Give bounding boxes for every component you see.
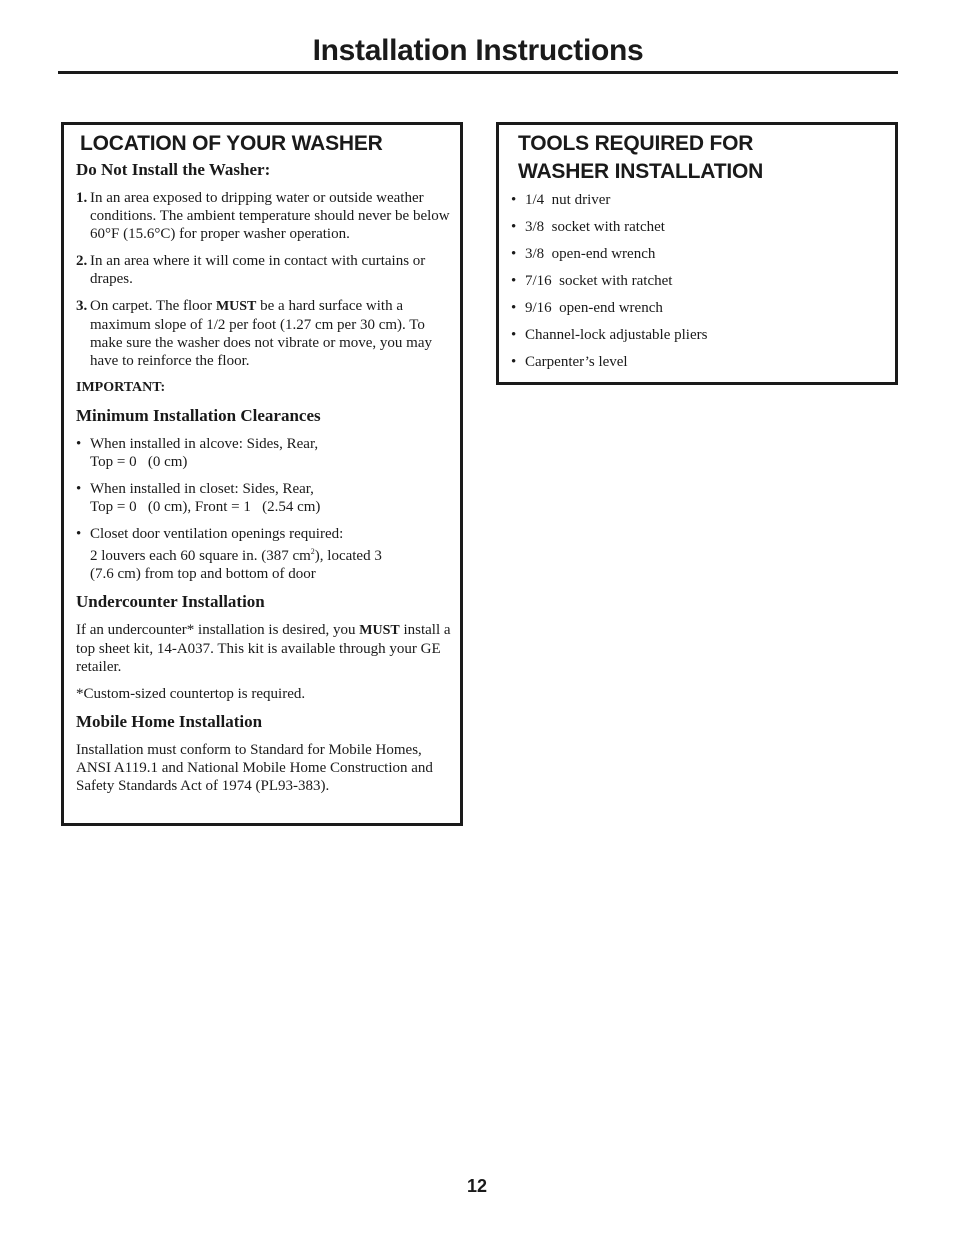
bullet-icon: • <box>511 246 517 262</box>
page-number: 12 <box>466 1176 488 1196</box>
bullet-icon: • <box>511 273 517 289</box>
item-text <box>90 480 452 516</box>
item-line: Closet door ventilation openings required: <box>90 526 344 542</box>
tool-label: Channel-lock adjustable pliers <box>525 327 708 343</box>
emphasis-must: MUST <box>215 299 257 314</box>
bullet-icon: • <box>76 481 82 497</box>
tool-item <box>511 245 887 263</box>
item-line: When installed in closet: Sides, Rear, <box>90 481 314 497</box>
item-text-part: In an area exposed to dripping water or outside weather conditions. The ambient temperature should never be below 60°F (15.6°C) for proper washer operation. <box>90 190 450 242</box>
bullet-icon: • <box>511 354 517 370</box>
item-line: 2 louvers each 60 square in. (387 cm <box>90 548 311 564</box>
item-text-part: be a hard surface with a maximum slope of 1/2 per foot (1.27 cm per 30 cm). To make sure the washer does not vibrate or move, you may have to reinforce the floor. <box>90 298 432 369</box>
item-text-part: In an area where it will come in contact with curtains or drapes. <box>90 253 426 287</box>
location-heading: LOCATION OF YOUR WASHER <box>80 132 383 155</box>
page-title: Installation Instructions <box>312 34 644 67</box>
undercounter-note: *Custom-sized countertop is required. <box>76 686 306 702</box>
tool-label: 3/8 open-end wrench <box>525 246 656 262</box>
bullet-icon: • <box>511 192 517 208</box>
tool-item <box>511 191 887 209</box>
item-number: 1. <box>76 190 88 206</box>
list-item <box>76 297 452 370</box>
tool-label: Carpenter’s level <box>525 354 628 370</box>
item-text <box>90 435 452 471</box>
do-not-install-subheading: Do Not Install the Washer: <box>76 160 271 179</box>
list-item <box>76 252 452 288</box>
tools-heading <box>518 130 887 186</box>
tool-label: 1/4 nut driver <box>525 192 611 208</box>
tool-item <box>511 326 887 344</box>
bullet-icon: • <box>76 526 82 542</box>
clearances-list <box>76 435 452 583</box>
emphasis-must: MUST <box>359 623 400 638</box>
bullet-icon: • <box>511 327 517 343</box>
do-not-install-list <box>76 189 452 370</box>
superscript: 2 <box>310 547 315 556</box>
item-line: Top = 0 (0 cm), Front = 1 (2.54 cm) <box>90 499 321 515</box>
text-part: install a top sheet kit, 14-A037. This kit is available through your GE retailer. <box>76 622 451 675</box>
item-text-part: On carpet. The floor <box>90 298 216 314</box>
item-text <box>90 252 452 288</box>
item-line: When installed in alcove: Sides, Rear, <box>90 436 319 452</box>
item-number: 2. <box>76 253 88 269</box>
tool-item <box>511 299 887 317</box>
tools-box <box>496 122 898 385</box>
item-text <box>90 189 452 243</box>
tool-label: 3/8 socket with ratchet <box>525 219 665 235</box>
list-item <box>76 480 452 516</box>
text-part: If an undercounter* installation is desired, you <box>76 622 360 638</box>
tools-list <box>511 191 887 371</box>
mobile-home-subheading: Mobile Home Installation <box>76 712 263 731</box>
undercounter-text <box>76 621 452 676</box>
item-text <box>90 525 452 583</box>
important-label: IMPORTANT: <box>76 380 166 395</box>
tool-item <box>511 218 887 236</box>
undercounter-subheading: Undercounter Installation <box>76 592 265 611</box>
item-text <box>90 297 452 370</box>
item-line: (7.6 cm) from top and bottom of door <box>90 566 316 582</box>
tool-label: 7/16 socket with ratchet <box>525 273 673 289</box>
bullet-icon: • <box>511 219 517 235</box>
clearances-subheading: Minimum Installation Clearances <box>76 406 321 425</box>
list-item <box>76 435 452 471</box>
heading-line: WASHER INSTALLATION <box>518 160 764 183</box>
title-rule <box>58 71 898 74</box>
mobile-home-text: Installation must conform to Standard for Mobile Homes, ANSI A119.1 and National Mobile Home Construction and Safety Standards Act of 1974 (PL93-383). <box>76 742 433 794</box>
list-item <box>76 189 452 243</box>
list-item <box>76 525 452 583</box>
bullet-icon: • <box>76 436 82 452</box>
tool-item <box>511 353 887 371</box>
item-line: Top = 0 (0 cm) <box>90 454 188 470</box>
bullet-icon: • <box>511 300 517 316</box>
location-box <box>61 122 463 826</box>
tool-item <box>511 272 887 290</box>
item-line: ), located 3 <box>314 548 382 564</box>
item-number: 3. <box>76 298 88 314</box>
tool-label: 9/16 open-end wrench <box>525 300 663 316</box>
heading-line: TOOLS REQUIRED FOR <box>518 132 754 155</box>
